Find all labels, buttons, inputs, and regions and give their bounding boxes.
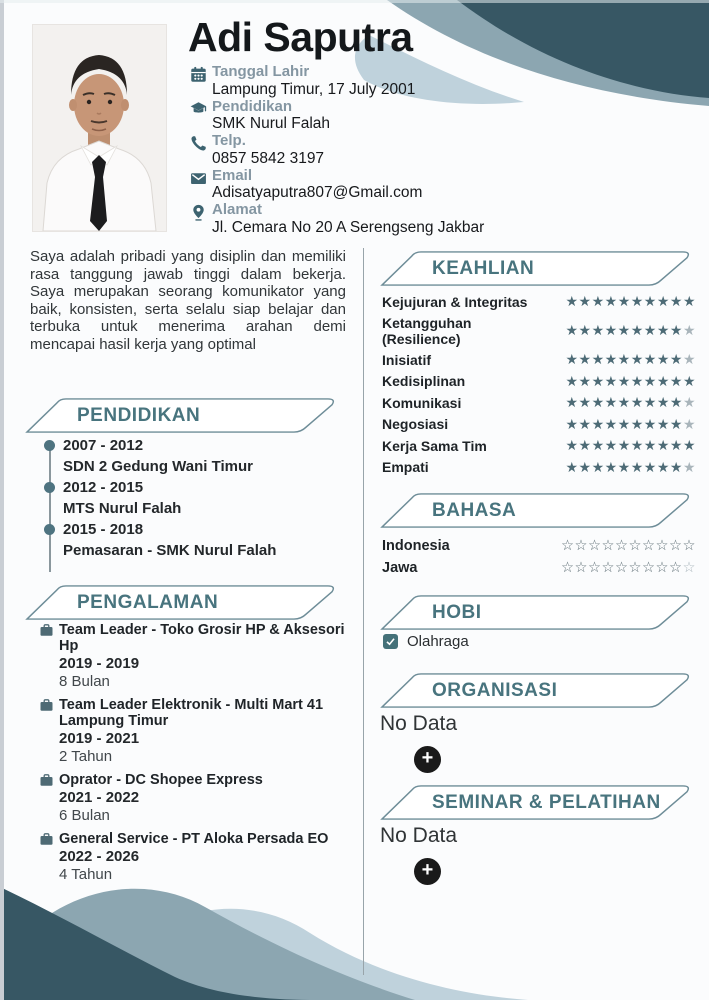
contact-value: Jl. Cemara No 20 A Serengseng Jakbar [212, 218, 485, 236]
skill-label: Kerja Sama Tim [382, 437, 487, 454]
organisasi-empty-text: No Data [380, 712, 458, 735]
filled-stars-icon: ★★★★★★★★★ [565, 394, 683, 410]
experience-years: 2019 - 2019 [59, 655, 140, 672]
contact-label: Tanggal Lahir [212, 63, 310, 80]
language-row [382, 559, 696, 576]
light-star-icon: ★ [682, 322, 696, 338]
education-school: Pemasaran - SMK Nurul Falah [63, 541, 277, 559]
section-title: ORGANISASI [432, 679, 558, 701]
section-title: HOBI [432, 601, 482, 623]
briefcase-icon [40, 699, 53, 717]
education-years: 2012 - 2015 [63, 479, 144, 496]
contact-value: Adisatyaputra807@Gmail.com [212, 184, 423, 201]
timeline-dot-icon [44, 524, 55, 535]
star-rating [540, 560, 696, 576]
section-header-hobi [380, 594, 696, 631]
add-seminar-button[interactable] [414, 858, 441, 885]
experience-title: Team Leader - Toko Grosir HP & Aksesori Hp [59, 622, 345, 654]
experience-duration: 2 Tahun [59, 747, 113, 765]
section-header-pendidikan [25, 397, 341, 434]
light-star-icon: ★ [682, 351, 696, 367]
skills-list [382, 293, 696, 480]
page-left-edge [0, 0, 4, 1000]
skill-label: Kedisiplinan [382, 373, 466, 389]
skill-row [382, 459, 696, 476]
star-rating [540, 416, 696, 433]
contact-label: Pendidikan [212, 97, 293, 115]
education-item [44, 520, 344, 561]
filled-stars-icon: ★★★★★★★★★ [565, 322, 683, 338]
star-rating [540, 322, 696, 339]
seminar-empty-text: No Data [380, 824, 458, 847]
contact-item-address [190, 202, 484, 236]
section-header-pengalaman [25, 584, 341, 621]
hobby-item [383, 633, 469, 650]
calendar-icon [190, 64, 212, 98]
person-name: Adi Saputra [188, 14, 413, 60]
profile-summary: Saya adalah pribadi yang disiplin dan memiliki rasa tanggung jawab tinggi dalam bekerja. Saya merupakan seorang komunikator yang baik, konsisten, serta selalu siap belajar dan terbuka untuk menerima arahan demi mencapai hasil kerja yang optimal [30, 248, 346, 353]
skill-row [382, 293, 696, 310]
contact-label: Email [212, 166, 253, 184]
education-years: 2007 - 2012 [63, 437, 144, 454]
outline-stars-icon: ☆☆☆☆☆☆☆☆☆☆ [561, 537, 696, 554]
skill-row [382, 315, 696, 347]
filled-stars-icon: ★★★★★★★★★ [565, 415, 683, 432]
section-title: PENGALAMAN [77, 591, 219, 613]
filled-stars-icon: ★★★★★★★★★★ [565, 293, 696, 309]
education-school: SDN 2 Gedung Wani Timur [63, 457, 254, 475]
star-rating [540, 293, 696, 310]
briefcase-icon [40, 624, 53, 642]
experience-years: 2021 - 2022 [59, 789, 140, 806]
hobby-label: Olahraga [407, 633, 469, 650]
section-header-keahlian [380, 250, 696, 287]
ribbon-banner-shape [380, 250, 696, 287]
envelope-icon [190, 168, 212, 202]
education-timeline [44, 436, 344, 562]
experience-years: 2022 - 2026 [59, 848, 140, 865]
languages-list [382, 537, 696, 581]
column-divider [363, 248, 364, 975]
ribbon-banner-shape [380, 492, 696, 529]
experience-title: Team Leader Elektronik - Multi Mart 41 Lampung Timur [59, 697, 324, 729]
section-title: SEMINAR & PELATIHAN [432, 791, 661, 813]
star-rating [540, 538, 696, 554]
experience-item [40, 831, 348, 882]
section-title: KEAHLIAN [432, 257, 535, 279]
plus-icon: + [421, 859, 434, 881]
education-school: MTS Nurul Falah [63, 499, 182, 517]
skill-row [382, 351, 696, 368]
section-header-seminar-pelatihan [380, 784, 696, 821]
education-item [44, 478, 344, 519]
experience-list [40, 622, 348, 890]
location-pin-icon [190, 202, 212, 236]
contact-value: SMK Nurul Falah [212, 115, 331, 132]
profile-photo [33, 25, 166, 231]
contact-label: Telp. [212, 132, 246, 149]
contact-list [190, 64, 484, 237]
skill-row [382, 416, 696, 433]
experience-item [40, 697, 348, 764]
language-row [382, 537, 696, 554]
language-label: Indonesia [382, 537, 450, 554]
checked-checkbox-icon[interactable] [383, 634, 398, 649]
skill-label: Kejujuran & Integritas [382, 293, 528, 310]
section-title: PENDIDIKAN [77, 404, 201, 426]
skill-row [382, 373, 696, 390]
contact-item-phone [190, 133, 484, 167]
star-rating [540, 437, 696, 454]
person-portrait-illustration [33, 25, 166, 231]
contact-item-email [190, 168, 484, 202]
section-header-organisasi [380, 672, 696, 709]
timeline-dot-icon [44, 482, 55, 493]
phone-icon [190, 133, 212, 167]
light-outline-star-icon: ☆ [682, 559, 696, 576]
light-star-icon: ★ [682, 458, 696, 475]
skill-label: Ketangguhan (Resilience) [382, 314, 472, 347]
star-rating [540, 394, 696, 411]
skill-row [382, 437, 696, 454]
briefcase-icon [40, 774, 53, 792]
plus-icon: + [421, 747, 434, 769]
experience-title: Oprator - DC Shopee Express [59, 772, 263, 788]
experience-title: General Service - PT Aloka Persada EO [59, 831, 329, 847]
contact-value: 0857 5842 3197 [212, 149, 325, 167]
section-title: BAHASA [432, 499, 517, 521]
language-label: Jawa [382, 559, 418, 576]
filled-stars-icon: ★★★★★★★★★ [565, 351, 683, 367]
skill-label: Negosiasi [382, 416, 449, 432]
skill-row [382, 394, 696, 411]
star-rating [540, 459, 696, 476]
outline-stars-icon: ☆☆☆☆☆☆☆☆☆ [561, 559, 683, 576]
experience-item [40, 622, 348, 689]
light-star-icon: ★ [682, 415, 696, 432]
experience-duration: 4 Tahun [59, 865, 113, 883]
filled-stars-icon: ★★★★★★★★★★ [565, 372, 696, 389]
filled-stars-icon: ★★★★★★★★★★ [565, 437, 696, 453]
experience-years: 2019 - 2021 [59, 730, 140, 747]
section-header-bahasa [380, 492, 696, 529]
contact-label: Alamat [212, 201, 263, 218]
timeline-dot-icon [44, 440, 55, 451]
experience-item [40, 772, 348, 823]
skill-label: Empati [382, 459, 429, 475]
star-rating [540, 351, 696, 368]
graduation-cap-icon [190, 99, 212, 133]
experience-duration: 6 Bulan [59, 806, 110, 824]
add-organisasi-button[interactable] [414, 746, 441, 773]
skill-label: Inisiatif [382, 351, 432, 368]
star-rating [540, 373, 696, 390]
contact-item-education [190, 99, 484, 133]
contact-value: Lampung Timur, 17 July 2001 [212, 80, 416, 98]
bottom-left-wave-decoration [0, 875, 560, 1000]
ribbon-banner-shape [380, 594, 696, 631]
experience-duration: 8 Bulan [59, 672, 110, 690]
light-star-icon: ★ [682, 394, 696, 410]
page-top-edge [0, 0, 709, 3]
skill-label: Komunikasi [382, 394, 462, 411]
filled-stars-icon: ★★★★★★★★★ [565, 458, 683, 475]
education-item [44, 436, 344, 477]
education-years: 2015 - 2018 [63, 521, 144, 538]
briefcase-icon [40, 833, 53, 851]
contact-item-birthdate [190, 64, 484, 98]
